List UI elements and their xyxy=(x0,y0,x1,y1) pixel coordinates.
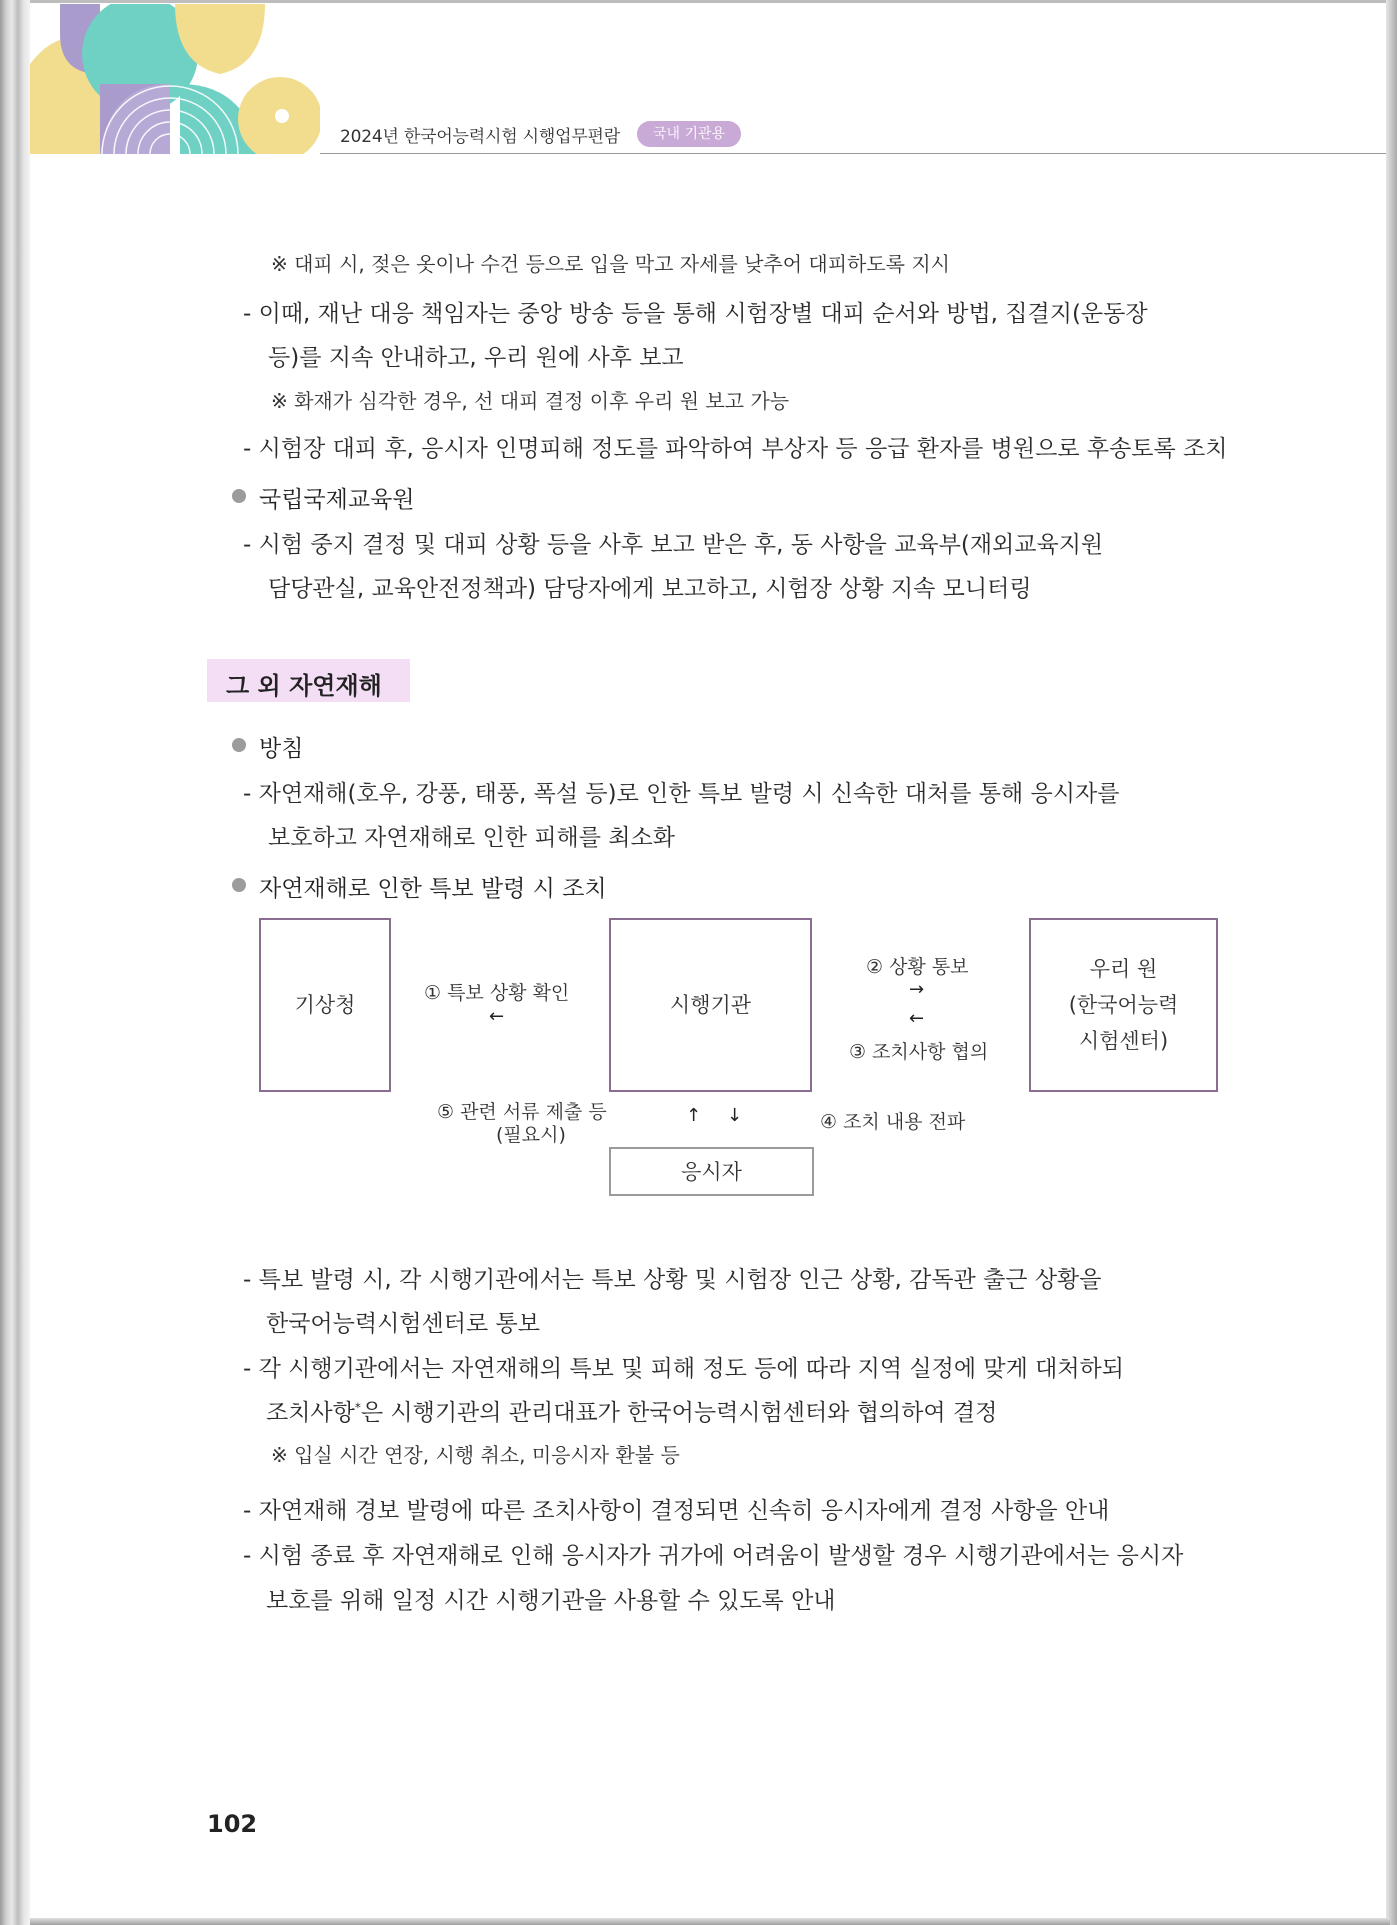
bullet-heading: 자연재해로 인한 특보 발령 시 조치 xyxy=(259,876,607,902)
text-line: 등)를 지속 안내하고, 우리 원에 사후 보고 xyxy=(268,345,684,371)
text-line: - 자연재해(호우, 강풍, 태풍, 폭설 등)로 인한 특보 발령 시 신속한 대처를 통해 응시자를 xyxy=(243,781,1120,807)
section-heading-text: 그 외 자연재해 xyxy=(226,672,382,700)
text-line: - 시험 종료 후 자연재해로 인해 응시자가 귀가에 어려움이 발생할 경우 시행기관에서는 응시자 xyxy=(243,1543,1184,1569)
header-divider xyxy=(320,153,1386,154)
text-line: - 자연재해 경보 발령에 따른 조치사항이 결정되면 신속히 응시자에게 결정 사항을 안내 xyxy=(243,1498,1110,1524)
diagram-step-5-note: (필요시) xyxy=(496,1124,566,1146)
bullet-icon xyxy=(232,878,246,892)
page-edge-right xyxy=(1386,0,1397,1925)
bullet-icon xyxy=(232,489,246,503)
diagram-box-label: 시행기관 xyxy=(669,993,752,1017)
arrow-left-icon: ← xyxy=(909,1008,925,1029)
note-line: ※ 대피 시, 젖은 옷이나 수건 등으로 입을 막고 자세를 낮추어 대피하도록 지시 xyxy=(271,252,951,276)
text-line: 담당관실, 교육안전정책과) 담당자에게 보고하고, 시험장 상황 지속 모니터링 xyxy=(268,576,1032,602)
diagram-box-label: 시험센터) xyxy=(1078,1029,1169,1053)
page-edge-top xyxy=(30,0,1390,3)
footnote-mark: * xyxy=(354,1400,361,1415)
header-badge: 국내 기관용 xyxy=(637,121,741,147)
note-line: ※ 입실 시간 연장, 시행 취소, 미응시자 환불 등 xyxy=(271,1443,680,1467)
text-line: - 시험장 대피 후, 응시자 인명피해 정도를 파악하여 부상자 등 응급 환자를 병원으로 후송토록 조치 xyxy=(243,436,1228,462)
diagram-box-weather-agency xyxy=(259,918,391,1092)
text-line: 한국어능력시험센터로 통보 xyxy=(266,1311,540,1337)
section-heading xyxy=(207,659,410,702)
diagram-step-2: ② 상황 통보 xyxy=(866,956,969,978)
diagram-step-1: ① 특보 상황 확인 xyxy=(424,982,570,1004)
arrow-up-icon: ↑ xyxy=(686,1105,702,1126)
text-line: - 시험 중지 결정 및 대피 상황 등을 사후 보고 받은 후, 동 사항을 교육부(재외교육지원 xyxy=(243,532,1104,558)
arrow-right-icon: → xyxy=(909,979,925,1000)
diagram-step-5: ⑤ 관련 서류 제출 등 xyxy=(437,1101,607,1123)
diagram-box-label: 우리 원 xyxy=(1089,957,1158,981)
arrow-left-icon: ← xyxy=(489,1006,505,1027)
text-line: 보호하고 자연재해로 인한 피해를 최소화 xyxy=(268,825,675,851)
note-line: ※ 화재가 심각한 경우, 선 대피 결정 이후 우리 원 보고 가능 xyxy=(271,389,790,413)
header-title: 2024년 한국어능력시험 시행업무편람 xyxy=(340,127,620,147)
bullet-heading: 방침 xyxy=(259,736,304,762)
page-edge-bottom xyxy=(30,1918,1390,1925)
bullet-heading: 국립국제교육원 xyxy=(259,487,415,513)
text-line: 보호를 위해 일정 시간 시행기관을 사용할 수 있도록 안내 xyxy=(266,1588,836,1614)
diagram-box-test-center xyxy=(609,918,812,1092)
text-line: - 각 시행기관에서는 자연재해의 특보 및 피해 정도 등에 따라 지역 실정에 맞게 대처하되 xyxy=(243,1356,1124,1382)
bullet-icon xyxy=(232,738,246,752)
page-number: 102 xyxy=(207,1810,258,1838)
header-decoration xyxy=(30,4,320,154)
diagram-box-institute xyxy=(1029,918,1218,1092)
text-fragment: 은 시행기관의 관리대표가 한국어능력시험센터와 협의하여 결정 xyxy=(360,1400,998,1426)
diagram-step-3: ③ 조치사항 협의 xyxy=(849,1041,989,1063)
text-line xyxy=(266,1394,997,1427)
diagram-box-label: 응시자 xyxy=(681,1159,742,1184)
text-fragment: 조치사항 xyxy=(266,1400,355,1426)
diagram-box-label: 기상청 xyxy=(294,993,356,1017)
arrow-down-icon: ↓ xyxy=(727,1105,743,1126)
diagram-box-examinee xyxy=(609,1147,814,1196)
text-line: - 특보 발령 시, 각 시행기관에서는 특보 상황 및 시험장 인근 상황, 감독관 출근 상황을 xyxy=(243,1267,1102,1293)
book-binding xyxy=(0,0,30,1925)
text-line: - 이때, 재난 대응 책임자는 중앙 방송 등을 통해 시험장별 대피 순서와 방법, 집결지(운동장 xyxy=(243,301,1148,327)
diagram-step-4: ④ 조치 내용 전파 xyxy=(820,1111,966,1133)
diagram-box-label: (한국어능력 xyxy=(1068,993,1179,1017)
